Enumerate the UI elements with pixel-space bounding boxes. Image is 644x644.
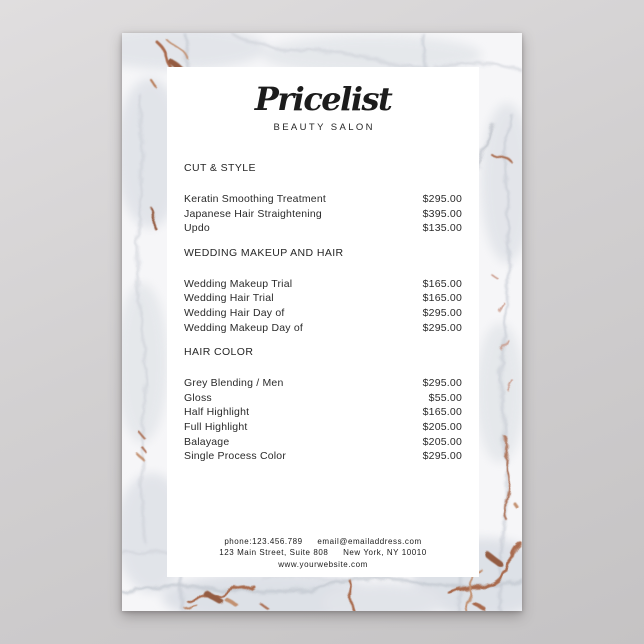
item-price: $395.00 (422, 207, 462, 220)
section-heading: WEDDING MAKEUP AND HAIR (184, 246, 344, 259)
item-price: $205.00 (422, 420, 462, 433)
item-name: Gloss (184, 391, 212, 404)
price-row (184, 435, 462, 450)
price-row (184, 291, 462, 306)
item-name: Updo (184, 222, 210, 235)
section-items (184, 376, 462, 464)
price-row (184, 405, 462, 420)
price-row (184, 221, 462, 236)
item-name: Balayage (184, 435, 230, 448)
item-name: Wedding Hair Day of (184, 306, 285, 319)
item-name: Wedding Makeup Trial (184, 277, 293, 290)
item-name: Full Highlight (184, 420, 248, 433)
content-panel (167, 67, 479, 577)
section-items (184, 277, 462, 335)
phone-text: phone:123.456.789 (224, 536, 303, 546)
section-heading: HAIR COLOR (184, 346, 254, 359)
address-text: 123 Main Street, Suite 808 (219, 548, 329, 557)
item-price: $295.00 (422, 306, 462, 319)
footer-line-2 (167, 547, 479, 559)
title-block (167, 80, 479, 133)
price-row (184, 277, 462, 292)
item-name: Wedding Makeup Day of (184, 321, 303, 334)
price-row (184, 376, 462, 391)
price-row (184, 449, 462, 464)
website-text: www.yourwebsite.com (278, 559, 368, 569)
email-text: email@emailaddress.com (317, 536, 422, 546)
item-name: Wedding Hair Trial (184, 292, 274, 305)
item-price: $295.00 (422, 321, 462, 334)
pricelist-poster (122, 33, 522, 611)
city-text: New York, NY 10010 (343, 548, 427, 557)
price-row (184, 391, 462, 406)
item-price: $165.00 (422, 277, 462, 290)
poster-subtitle: BEAUTY SALON (273, 122, 375, 133)
price-section (184, 346, 462, 464)
price-section (184, 162, 462, 236)
item-price: $135.00 (422, 222, 462, 235)
price-row (184, 207, 462, 222)
item-price: $295.00 (422, 450, 462, 463)
price-row (184, 420, 462, 435)
price-row (184, 306, 462, 321)
section-heading: CUT & STYLE (184, 162, 256, 174)
item-price: $165.00 (422, 406, 462, 419)
item-name: Japanese Hair Straightening (184, 207, 322, 220)
item-price: $165.00 (422, 292, 462, 305)
item-price: $55.00 (428, 391, 462, 404)
footer-line-3 (167, 559, 479, 571)
item-price: $295.00 (422, 377, 462, 390)
contact-footer (167, 536, 479, 571)
item-name: Grey Blending / Men (184, 377, 284, 390)
item-name: Keratin Smoothing Treatment (184, 193, 326, 205)
price-sections (167, 162, 479, 464)
item-name: Single Process Color (184, 450, 287, 463)
price-section (184, 247, 462, 335)
item-price: $295.00 (422, 193, 462, 205)
section-items (184, 192, 462, 236)
item-name: Half Highlight (184, 406, 250, 419)
poster-title: Pricelist (254, 80, 392, 118)
footer-line-1 (167, 536, 479, 548)
price-row (184, 192, 462, 207)
item-price: $205.00 (422, 435, 462, 448)
price-row (184, 321, 462, 336)
